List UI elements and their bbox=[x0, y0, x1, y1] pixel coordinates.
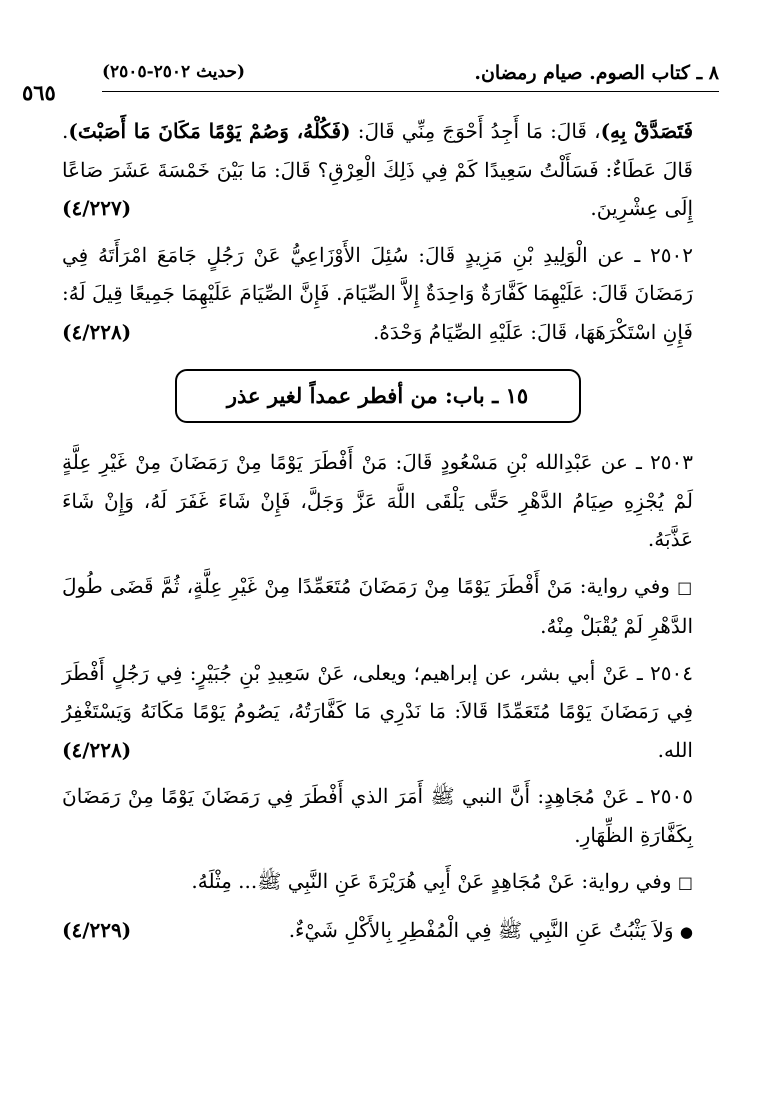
hadith-text: ٢٥٠٤ ـ عَنْ أبي بشر، عن إبراهيم؛ ويعلى، عَنْ سَعِيدِ بْنِ جُبَيْرٍ: فِي رَجُلٍ أَفْطَرَ فِي رَمَضَانَ يَوْمًا مُتَعَمِّدًا قَالاَ: مَا نَدْرِي مَا كَفَّارَتُهُ، يَصُومُ يَوْمًا مَكَانَهُ وَيَسْتَغْفِرُ الله. bbox=[62, 660, 693, 762]
paragraph-continuation bbox=[62, 112, 693, 228]
source-reference: (٤/٢٢٨) bbox=[62, 737, 132, 762]
hadith-2502 bbox=[62, 236, 693, 352]
hadith-2503 bbox=[62, 443, 693, 559]
page-body bbox=[62, 112, 693, 959]
square-marker-icon: □ bbox=[677, 577, 694, 597]
hadith-2505 bbox=[62, 777, 693, 854]
source-reference: (٤/٢٢٨) bbox=[62, 319, 132, 344]
chapter-title: ٨ ـ كتاب الصوم. صيام رمضان. bbox=[474, 62, 719, 84]
narration-variant bbox=[62, 862, 693, 903]
hadith-2504 bbox=[62, 654, 693, 770]
source-reference: (٤/٢٢٧) bbox=[62, 196, 132, 220]
hadith-range: (حديث ٢٥٠٢-٢٥٠٥) bbox=[102, 62, 245, 82]
square-marker-icon: □ bbox=[677, 873, 693, 892]
bold-phrase: فَتَصَدَّقْ بِهِ) bbox=[600, 119, 694, 143]
page-number: ٥٦٥ bbox=[22, 80, 56, 105]
paragraph-text: ، قَالَ: مَا أَجِدُ أَحْوَجَ مِنِّي قَالَ: bbox=[350, 119, 601, 143]
note-paragraph bbox=[62, 911, 693, 952]
narration-text: وفي رواية: مَنْ أَفْطَرَ يَوْمًا مِنْ رَمَضَانَ مُتَعَمِّدًا مِنْ غَيْرِ عِلَّةٍ، ثُمَّ قَضَى طُولَ الدَّهْرِ لَمْ يُقْبَلْ مِنْهُ. bbox=[62, 573, 693, 638]
note-text: وَلاَ يَثْبُتُ عَنِ النَّبِي ﷺ فِي الْمُفْطِرِ بِالأَكْلِ شَيْءٌ. bbox=[288, 917, 674, 942]
section-title: ١٥ ـ باب: من أفطر عمداً لغير عذر bbox=[226, 383, 529, 408]
bullet-icon: ● bbox=[679, 922, 693, 941]
header-rule bbox=[102, 91, 719, 92]
hadith-text: ٢٥٠٢ ـ عن الْوَلِيدِ بْنِ مَزِيدٍ قَالَ: سُئِلَ الأَوْزَاعِيُّ عَنْ رَجُلٍ جَامَعَ امْرَأَتَهُ فِي رَمَضَانَ قَالَ: عَلَيْهِمَا كَفَّارَةٌ وَاحِدَةٌ إِلاَّ الصِّيَامَ. فَإِنَّ الصِّيَامَ عَلَيْهِمَا جَمِيعًا قِيلَ لَهُ: فَإِنِ اسْتَكْرَهَهَا، قَالَ: عَلَيْهِ الصِّيَامُ وَحْدَهُ. bbox=[62, 242, 693, 344]
narration-variant bbox=[62, 567, 693, 646]
section-title-box bbox=[175, 369, 581, 423]
paragraph-text: . قَالَ عَطَاءٌ: فَسَأَلْتُ سَعِيدًا كَمْ فِي ذَلِكَ الْعِرْقِ؟ قَالَ: مَا بَيْنَ خَمْسَةَ عَشَرَ صَاعًا إِلَى عِشْرِينَ. bbox=[62, 119, 693, 220]
narration-text: وفي رواية: عَنْ مُجَاهِدٍ عَنْ أَبِي هُرَيْرَةَ عَنِ النَّبِي ﷺ... مِثْلَهُ. bbox=[191, 869, 672, 893]
bold-phrase: (فَكُلْهُ، وَصُمْ يَوْمًا مَكَانَ مَا أَصَبْتَ) bbox=[68, 119, 351, 143]
hadith-text: ٢٥٠٣ ـ عن عَبْدِالله بْنِ مَسْعُودٍ قَالَ: مَنْ أَفْطَرَ يَوْمًا مِنْ رَمَضَانَ مِنْ غَيْرِ عِلَّةٍ لَمْ يُجْزِهِ صِيَامُ الدَّهْرِ حَتَّى يَلْقَى اللَّهَ عَزَّ وَجَلَّ، فَإِنْ شَاءَ غَفَرَ لَهُ، وَإِنْ شَاءَ عَذَّبَهُ. bbox=[62, 450, 693, 551]
source-reference: (٤/٢٢٩) bbox=[62, 917, 132, 942]
hadith-text: ٢٥٠٥ ـ عَنْ مُجَاهِدٍ: أَنَّ النبي ﷺ أَمَرَ الذي أَفْطَرَ فِي رَمَضَانَ يَوْمًا مِنْ رَمَضَانَ بِكَفَّارَةِ الظِّهَارِ. bbox=[62, 784, 693, 847]
page-header bbox=[22, 62, 719, 105]
